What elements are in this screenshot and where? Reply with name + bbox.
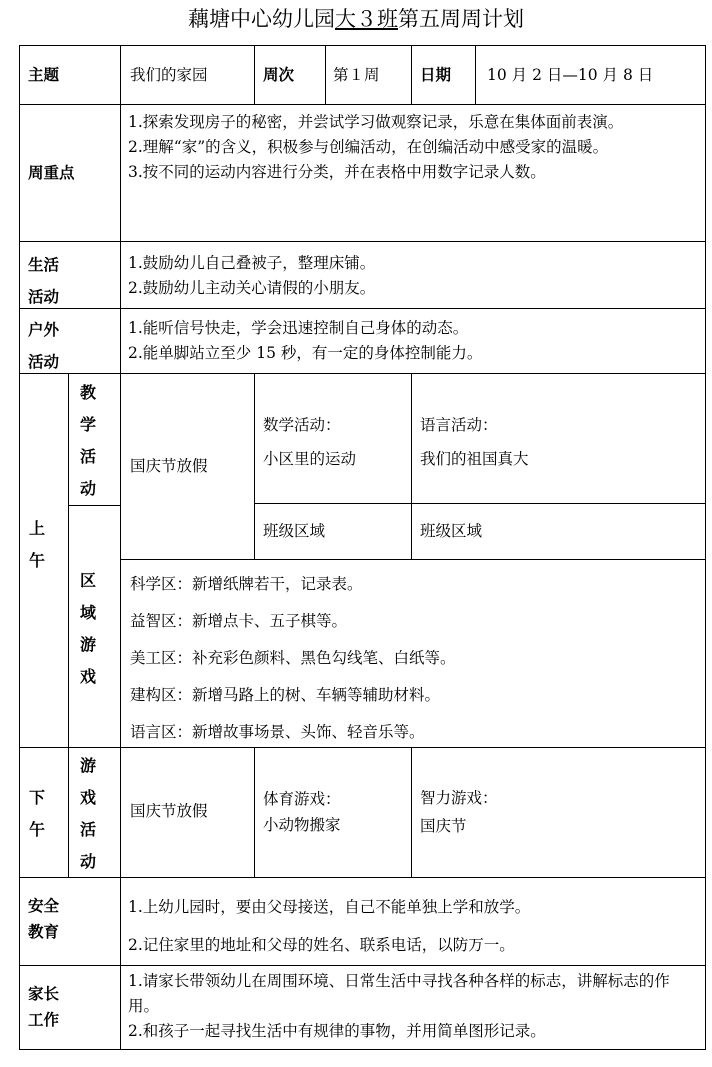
parents-label-line: 家长	[28, 985, 60, 1003]
zones-label-char: 域	[79, 603, 96, 622]
parents-list	[128, 969, 698, 1044]
math-activity	[263, 408, 356, 476]
games-label	[68, 750, 108, 878]
afternoon-label-char: 下	[28, 788, 45, 807]
life-label-line: 活动	[28, 288, 60, 306]
parents-item: 1.请家长带领幼儿在周围环境、日常生活中寻找各种各样的标志，讲解标志的作用。	[128, 972, 670, 1015]
date-label: 日期	[420, 66, 452, 84]
sport-game-title: 体育游戏：	[263, 790, 341, 808]
week-value: 第１周	[333, 66, 380, 84]
math-activity-value: 小区里的运动	[263, 450, 357, 468]
outdoor-label-line: 户外	[28, 321, 60, 339]
safety-item: 1.上幼儿园时，要由父母接送，自己不能单独上学和放学。	[128, 898, 531, 916]
safety-label	[28, 893, 59, 945]
row-divider	[19, 373, 706, 374]
sport-game	[263, 786, 341, 838]
zone-item: 益智区：新增点卡、五子棋等。	[130, 612, 348, 630]
afternoon-holiday: 国庆节放假	[130, 802, 208, 820]
outdoor-item: 1.能听信号快走，学会迅速控制自己身体的动态。	[128, 319, 469, 337]
zone-item: 语言区：新增故事场景、头饰、轻音乐等。	[130, 723, 425, 741]
theme-value: 我们的家园	[130, 66, 208, 84]
col-divider	[475, 45, 476, 104]
life-list	[128, 251, 375, 301]
col-divider	[120, 45, 121, 1050]
row-divider	[19, 104, 706, 105]
focus-item: 1.探索发现房子的秘密，并尝试学习做观察记录，乐意在集体面前表演。	[128, 113, 624, 131]
focus-list	[128, 110, 698, 185]
games-label-char: 戏	[79, 788, 96, 807]
focus-label: 周重点	[28, 164, 75, 182]
parents-label-line: 工作	[28, 1011, 60, 1029]
row-divider	[254, 503, 706, 504]
outdoor-list	[128, 316, 482, 366]
morning-label-char: 午	[28, 551, 45, 570]
col-divider	[411, 373, 412, 559]
zones-label-char: 戏	[79, 667, 96, 686]
class-area: 班级区域	[263, 522, 326, 540]
games-label-char: 游	[79, 756, 96, 775]
safety-label-line: 安全	[28, 897, 60, 915]
games-label-char: 活	[79, 820, 96, 839]
safety-list	[128, 888, 530, 964]
brain-game	[420, 784, 498, 840]
life-item: 2.鼓励幼儿主动关心请假的小朋友。	[128, 279, 376, 297]
focus-item: 2.理解“家”的含义，积极参与创编活动，在创编活动中感受家的温暖。	[128, 138, 609, 156]
afternoon-label-char: 午	[28, 820, 45, 839]
col-divider	[411, 747, 412, 877]
row-divider	[19, 877, 706, 878]
page-title	[0, 4, 712, 34]
col-divider	[254, 45, 255, 104]
morning-label-char: 上	[28, 519, 45, 538]
outdoor-item: 2.能单脚站立至少 15 秒，有一定的身体控制能力。	[128, 344, 483, 362]
focus-item: 3.按不同的运动内容进行分类，并在表格中用数字记录人数。	[128, 163, 546, 181]
row-divider	[68, 505, 120, 506]
outdoor-label-line: 活动	[28, 353, 60, 371]
teaching-label-char: 教	[79, 383, 96, 402]
outdoor-label	[28, 314, 59, 378]
afternoon-label	[19, 782, 55, 846]
week-label: 周次	[263, 66, 295, 84]
col-divider	[254, 747, 255, 877]
row-divider	[120, 559, 706, 560]
brain-game-title: 智力游戏：	[420, 789, 498, 807]
theme-label: 主题	[28, 66, 60, 84]
safety-item: 2.记住家里的地址和父母的姓名、联系电话，以防万一。	[128, 936, 515, 954]
row-divider	[19, 241, 706, 242]
brain-game-value: 国庆节	[420, 817, 467, 835]
date-value: 10 月 2 日—10 月 8 日	[487, 66, 654, 84]
morning-holiday: 国庆节放假	[130, 457, 208, 475]
life-item: 1.鼓励幼儿自己叠被子，整理床铺。	[128, 254, 376, 272]
row-divider	[19, 965, 706, 966]
zones-list	[130, 566, 456, 751]
morning-label	[19, 513, 55, 577]
teaching-label-char: 活	[79, 447, 96, 466]
language-activity-title: 语言活动：	[420, 416, 498, 434]
sport-game-value: 小动物搬家	[263, 816, 341, 834]
parents-item: 2.和孩子一起寻找生活中有规律的事物，并用简单图形记录。	[128, 1022, 546, 1040]
zones-label-char: 区	[79, 571, 96, 590]
teaching-label	[68, 377, 108, 505]
teaching-label-char: 学	[79, 415, 96, 434]
zones-label	[68, 565, 108, 693]
parents-label	[28, 981, 59, 1033]
title-class: 大３班	[335, 7, 398, 31]
safety-label-line: 教育	[28, 923, 60, 941]
col-divider	[325, 45, 326, 104]
language-activity-value: 我们的祖国真大	[420, 450, 529, 468]
math-activity-title: 数学活动：	[263, 416, 341, 434]
games-label-char: 动	[79, 852, 96, 871]
life-label-line: 生活	[28, 256, 60, 274]
title-suffix: 第五周周计划	[398, 7, 524, 31]
life-label	[28, 249, 59, 313]
teaching-label-char: 动	[79, 479, 96, 498]
col-divider	[411, 45, 412, 104]
language-activity	[420, 408, 529, 476]
class-area: 班级区域	[420, 522, 483, 540]
zone-item: 美工区：补充彩色颜料、黑色勾线笔、白纸等。	[130, 649, 456, 667]
zone-item: 建构区：新增马路上的树、车辆等辅助材料。	[130, 686, 441, 704]
title-prefix: 藕塘中心幼儿园	[188, 7, 335, 31]
zones-label-char: 游	[79, 635, 96, 654]
zone-item: 科学区：新增纸牌若干，记录表。	[130, 575, 363, 593]
col-divider	[254, 373, 255, 559]
row-divider	[19, 308, 706, 309]
